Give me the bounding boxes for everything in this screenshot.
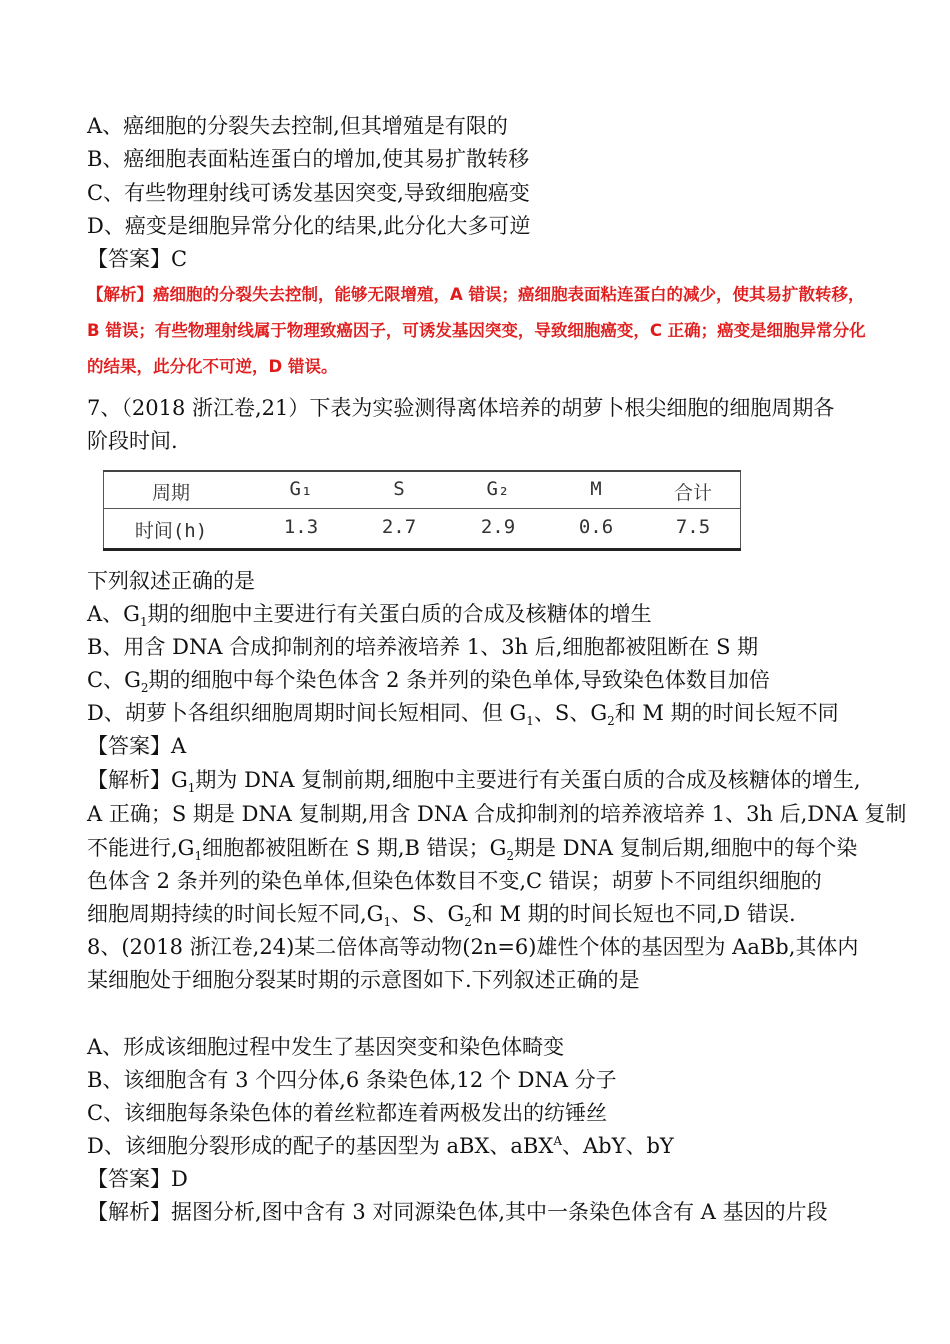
table-cell: 2.7 <box>381 516 417 538</box>
q6-analysis-line-1: 【解析】癌细胞的分裂失去控制，能够无限增殖，A 错误；癌细胞表面粘连蛋白的减少，使其易扩散转移， <box>87 285 865 304</box>
q6-answer: 【答案】C <box>87 247 188 271</box>
table-header-cell: 合计 <box>673 482 712 504</box>
table-cell: 0.6 <box>578 516 614 538</box>
table-cell: 7.5 <box>675 516 711 538</box>
q7-prompt: 下列叙述正确的是 <box>87 569 255 593</box>
table-header-cell: M <box>590 478 602 500</box>
q7-analysis-line-3: 不能进行$,G_1$细胞都被阻断在 S 期,B 错误；$G_2$期是 DNA 复制后期,细胞中的每个染 <box>87 836 858 864</box>
q6-option-a: A、癌细胞的分裂失去控制,但其增殖是有限的 <box>87 114 508 138</box>
q8-stem-line-1: 8、(2018 浙江卷,24)某二倍体高等动物(2n=6)雄性个体的基因型为 AaBb,其体内 <box>87 935 859 959</box>
q7-option-c: C、$G_2$期的细胞中每个染色体含 2 条并列的染色单体,导致染色体数目加倍 <box>87 668 770 696</box>
q6-option-c: C、有些物理射线可诱发基因突变,导致细胞癌变 <box>87 181 530 205</box>
q8-option-c: C、该细胞每条染色体的着丝粒都连着两极发出的纺锤丝 <box>87 1101 608 1125</box>
q6-option-d: D、癌变是细胞异常分化的结果,此分化大多可逆 <box>87 214 531 238</box>
q8-stem-line-2: 某细胞处于细胞分裂某时期的示意图如下.下列叙述正确的是 <box>87 968 640 992</box>
table-header-cell: 周期 <box>151 482 190 504</box>
q7-stem-line-2: 阶段时间. <box>87 429 178 453</box>
q8-option-b: B、该细胞含有 3 个四分体,6 条染色体,12 个 DNA 分子 <box>87 1068 617 1092</box>
q7-analysis-line-1: 【解析】$G_1$期为 DNA 复制前期,细胞中主要进行有关蛋白质的合成及核糖体的增生, <box>87 768 861 796</box>
q6-analysis-line-2: B 错误；有些物理射线属于物理致癌因子，可诱发基因突变，导致细胞癌变，C 正确；癌变是细胞异常分化 <box>87 321 866 340</box>
table-cell: 1.3 <box>283 516 319 538</box>
table-cell: 时间(h) <box>134 520 208 542</box>
q7-analysis-line-5: 细胞周期持续的时间长短不同$,G_1$、S、$G_2$和 M 期的时间长短也不同,D 错误. <box>87 902 796 930</box>
q7-option-d: D、胡萝卜各组织细胞周期时间长短相同、但 $G_1$、S、$G_2$和 M 期的时间长短不同 <box>87 701 839 729</box>
q7-option-b: B、用含 DNA 合成抑制剂的培养液培养 1、3h 后,细胞都被阻断在 S 期 <box>87 635 759 659</box>
table-cell: 2.9 <box>480 516 516 538</box>
cell-cycle-table <box>103 470 741 551</box>
table-header-cell: G₁ <box>289 478 313 500</box>
q6-option-b: B、癌细胞表面粘连蛋白的增加,使其易扩散转移 <box>87 147 530 171</box>
q7-stem-line-1: 7、（2018 浙江卷,21）下表为实验测得离体培养的胡萝卜根尖细胞的细胞周期各 <box>87 396 835 420</box>
q6-analysis-line-3: 的结果，此分化不可逆，D 错误。 <box>87 357 338 376</box>
q7-option-a: A、$G_1$期的细胞中主要进行有关蛋白质的合成及核糖体的增生 <box>87 602 652 630</box>
q7-analysis-line-4: 色体含 2 条并列的染色单体,但染色体数目不变,C 错误；胡萝卜不同组织细胞的 <box>87 869 822 893</box>
q8-option-d: D、该细胞分裂形成的配子的基因型为 aBX、aBX$^A$、AbY、bY <box>87 1134 674 1158</box>
q8-option-a: A、形成该细胞过程中发生了基因突变和染色体畸变 <box>87 1035 565 1059</box>
q8-analysis-line-1: 【解析】据图分析,图中含有 3 对同源染色体,其中一条染色体含有 A 基因的片段 <box>87 1200 828 1224</box>
q7-analysis-line-2: A 正确；S 期是 DNA 复制期,用含 DNA 合成抑制剂的培养液培养 1、3h 后,DNA 复制 <box>87 802 907 826</box>
table-header-cell: S <box>393 478 405 500</box>
table-header-cell: G₂ <box>486 478 510 500</box>
q7-answer: 【答案】A <box>87 734 187 758</box>
q8-answer: 【答案】D <box>87 1167 188 1191</box>
